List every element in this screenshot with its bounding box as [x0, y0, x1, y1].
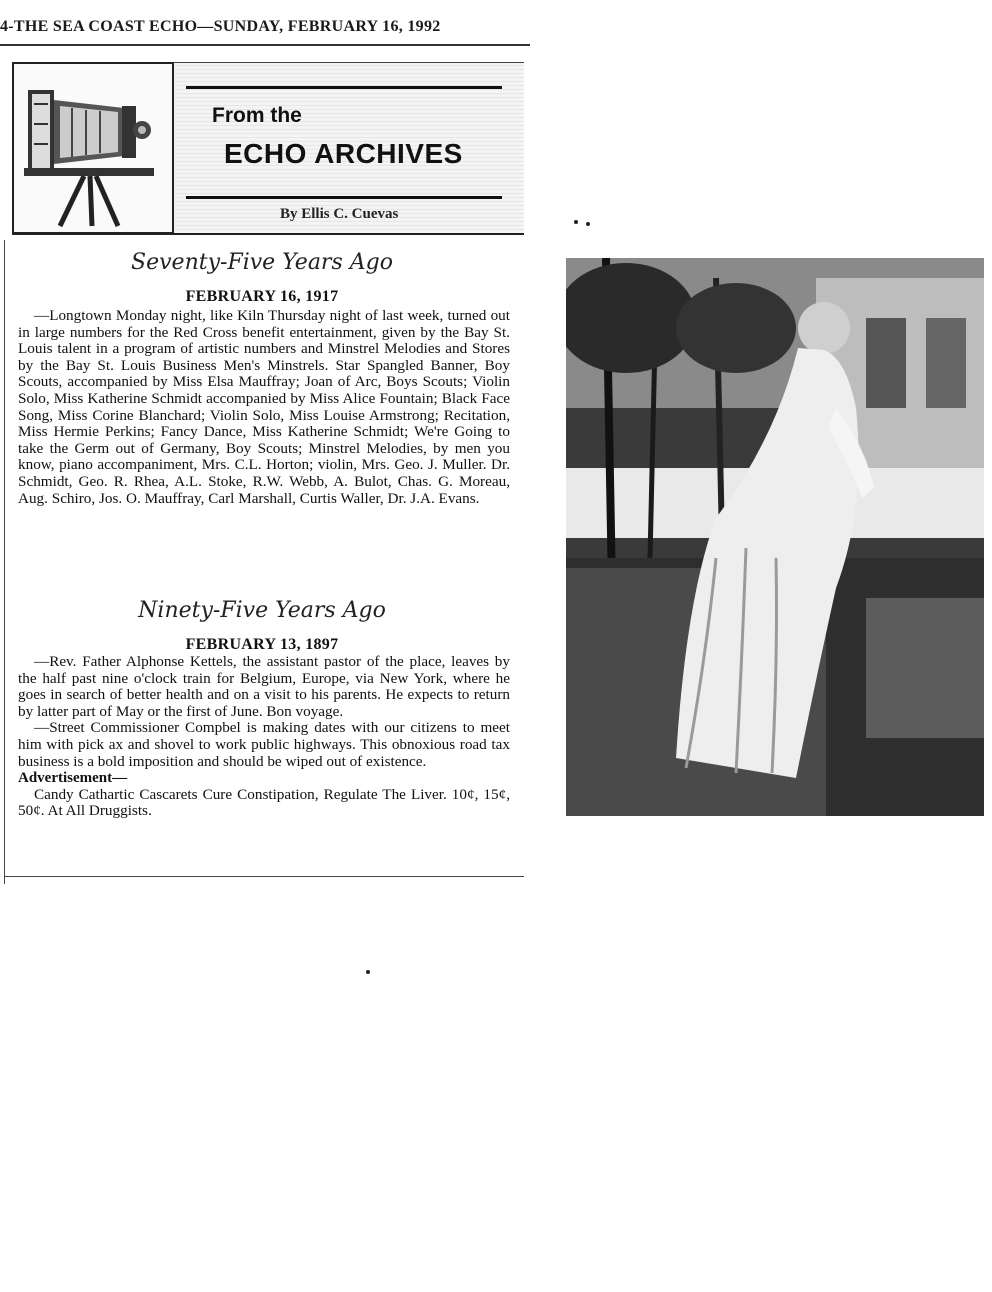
- article-paragraph: —Longtown Monday night, like Kiln Thursday night of last week, turned out in large numbers for the Red Cross benefit entertainment, given by the Bay St. Louis talent in a program of artistic numbers and Minstrel Melodies and Stores by the Bay St. Louis Business Men's Minstrels. Star Spangled Banner, Boy Scouts, accompanied by Miss Elsa Mauffray; Joan of Arc, Boys Scouts; Violin Solo, Miss Katherine Schmidt accompanied by Miss Alice Fountain; Black Face Song, Miss Corine Blanchard; Violin Solo, Miss Louise Armstrong; Recitation, Miss Hermie Perkins; Fancy Dance, Miss Katherine Schmidt; We're Going to take the Germ out of Germany, Boy Scouts; Minstrel Melodies, by men you know, piano accompaniment, Mrs. C.L. Horton; violin, Mrs. Geo. J. Muller. Dr. Schmidt, Geo. R. Rhea, A.L. Stoke, R.W. Webb, A. Bulot, Chas. G. Moreau, Aug. Schiro, Jos. O. Mauffray, Carl Marshall, Curtis Waller, Dr. J.A. Evans.: [18, 307, 510, 507]
- camera-icon: [14, 64, 168, 228]
- article-1917: [18, 308, 510, 507]
- section-date-1897: FEBRUARY 13, 1897: [185, 636, 339, 653]
- section-heading-75-years: Seventy-Five Years Ago: [131, 250, 393, 275]
- article-paragraph: —Rev. Father Alphonse Kettels, the assistant pastor of the place, leaves by the half past nine o'clock train for Belgium, Europe, via New York, where he goes in search of better health and on a visit to his parents. He expects to return by latter part of May or the first of June. Bon voyage.: [18, 653, 510, 720]
- title-rule-bottom: [186, 196, 502, 199]
- camera-logo-frame: [12, 62, 174, 234]
- newspaper-masthead: 4-THE SEA COAST ECHO—SUNDAY, FEBRUARY 16, 1992: [0, 18, 441, 35]
- section-heading-95-years: Ninety-Five Years Ago: [138, 598, 386, 623]
- column-border-left: [4, 240, 5, 884]
- photo-woman-in-garden: [566, 258, 984, 816]
- article-1897: [18, 654, 510, 820]
- scan-speck: [586, 222, 590, 226]
- byline: By Ellis C. Cuevas: [280, 206, 399, 222]
- archival-photograph: [566, 258, 984, 816]
- advertisement-label: Advertisement—: [18, 770, 128, 787]
- column-bottom-rule: [4, 876, 524, 877]
- advertisement-text: Candy Cathartic Cascarets Cure Constipation, Regulate The Liver. 10¢, 15¢, 50¢. At All Druggists.: [18, 785, 510, 820]
- column-title-line1: From the: [212, 104, 302, 127]
- section-date-1917: FEBRUARY 16, 1917: [185, 288, 339, 305]
- masthead-rule: [0, 44, 530, 46]
- article-paragraph: —Street Commissioner Compbel is making dates with our citizens to meet him with pick ax and shovel to work public highways. This obnoxious road tax business is a bold imposition and should be wiped out of existence.: [18, 719, 510, 770]
- scan-speck: [366, 970, 370, 974]
- column-title-line2: ECHO ARCHIVES: [224, 138, 463, 169]
- scan-speck: [574, 220, 578, 224]
- title-rule-top: [186, 86, 502, 89]
